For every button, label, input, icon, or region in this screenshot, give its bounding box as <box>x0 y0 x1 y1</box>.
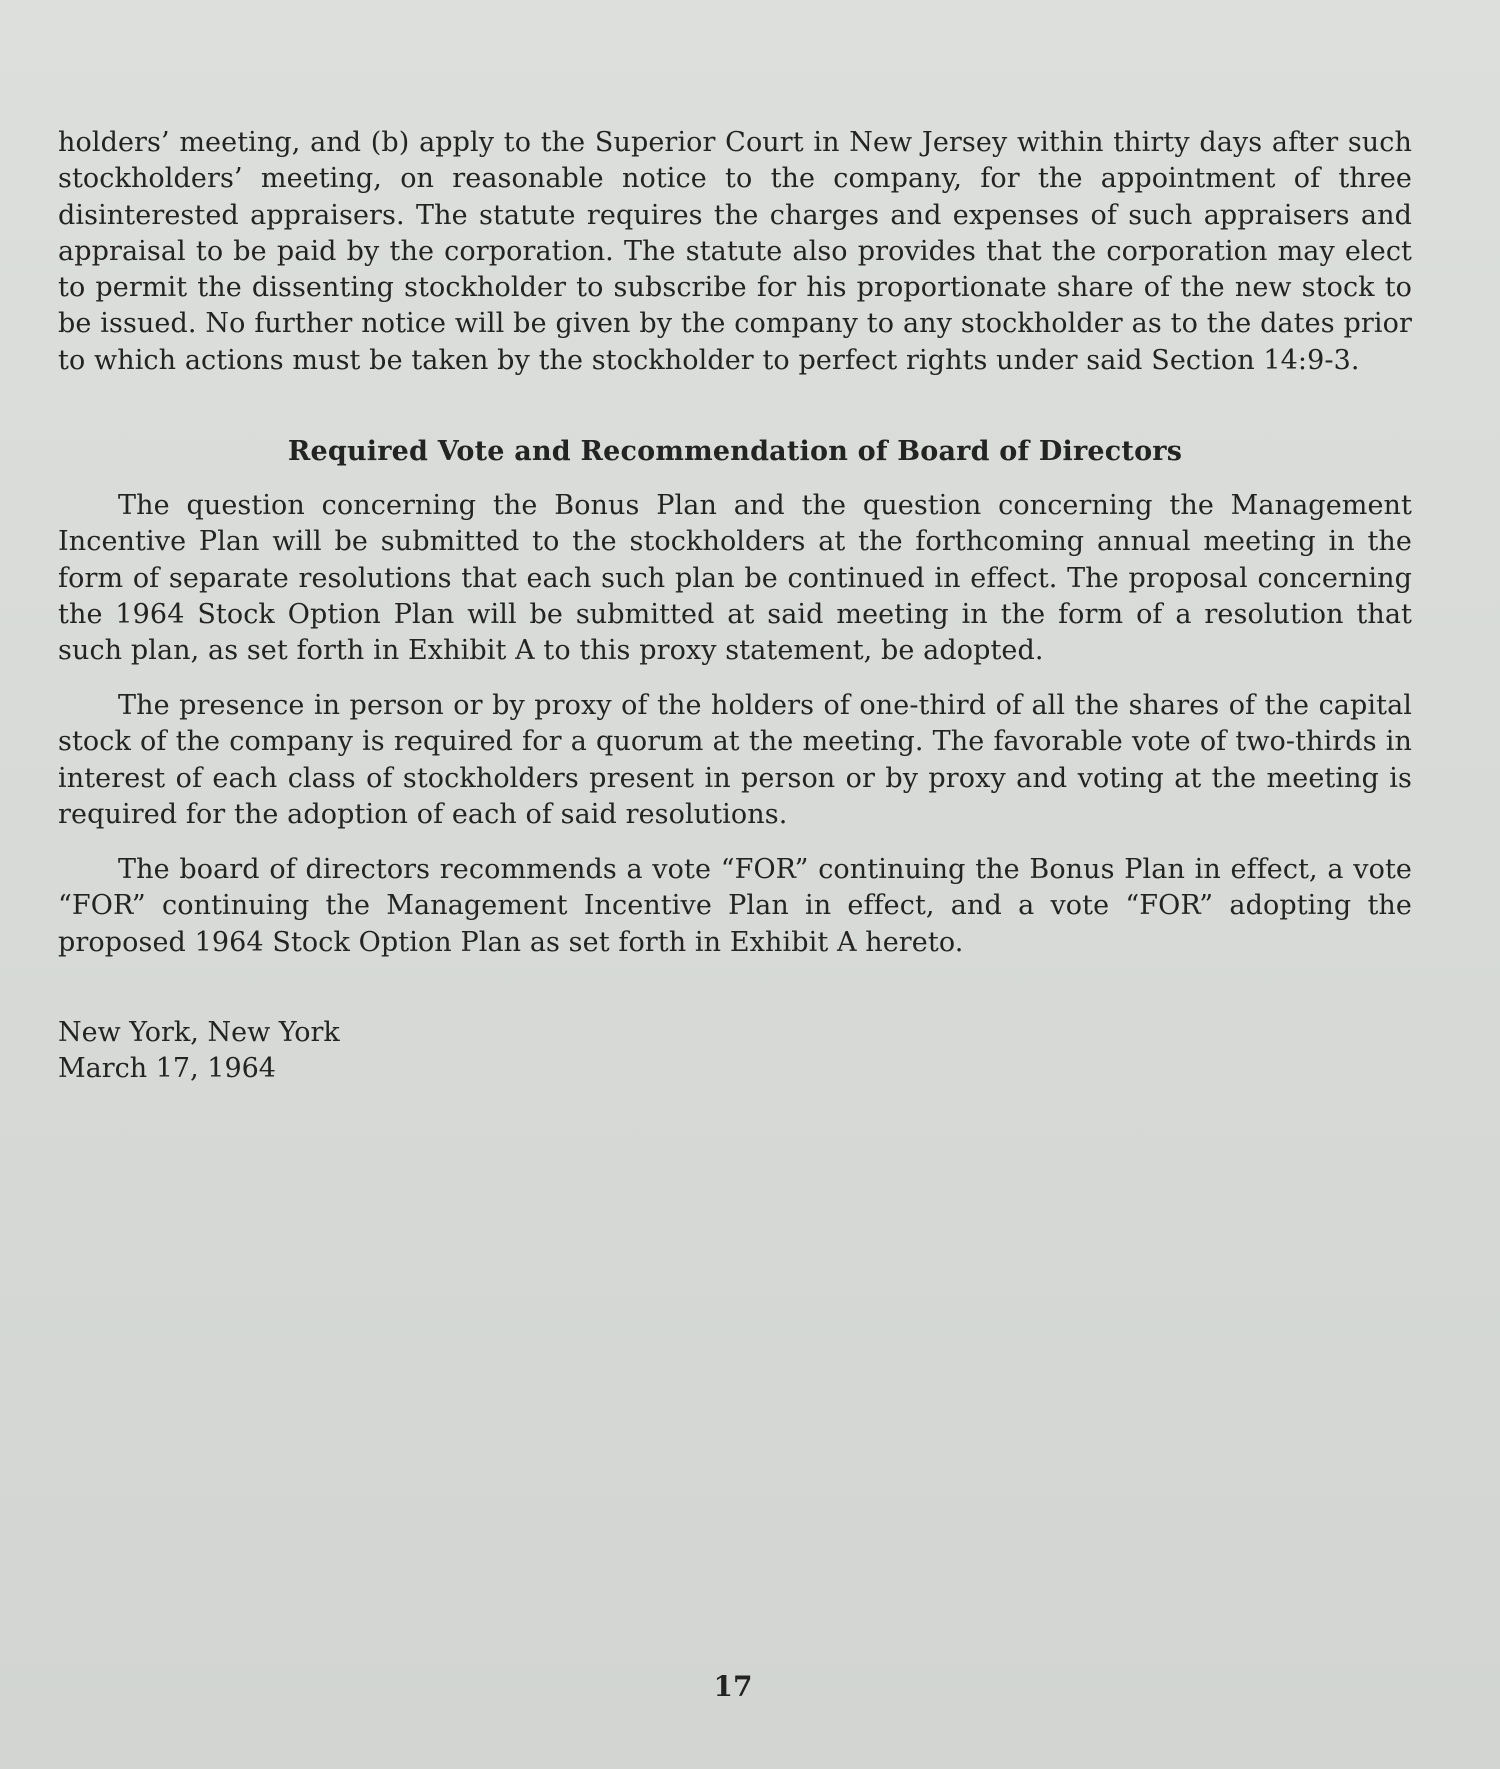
paragraph-submission: The question concerning the Bonus Plan and the question concerning the Management Incentive Plan will be submitted to the stockholders at the forthcoming annual meeting in the form of separate resolutions that each such plan be continued in effect. The proposal concerning the 1964 Stock Option Plan will be submitted at said meeting in the form of a resolution that such plan, as set forth in Exhibit A to this proxy statement, be adopted. <box>58 490 1412 667</box>
signature-place: New York, New York <box>58 1017 340 1048</box>
paragraph-quorum: The presence in person or by proxy of the holders of one-third of all the shares of the capital stock of the company is required for a quorum at the meeting. The favorable vote of two-thirds in interest of each class of stockholders present in person or by proxy and voting at the meeting is required for the adoption of each of said resolutions. <box>58 690 1412 830</box>
signature-date: March 17, 1964 <box>58 1053 276 1084</box>
paragraph-recommendation: The board of directors recommends a vote “FOR” continuing the Bonus Plan in effect, a vote “FOR” continuing the Management Incentive Plan in effect, and a vote “FOR” adopting the proposed 1964 Stock Option Plan as set forth in Exhibit A hereto. <box>58 854 1412 958</box>
page-number: 17 <box>713 1670 753 1703</box>
signature-block <box>58 1015 340 1087</box>
section-heading: Required Vote and Recommendation of Board of Directors <box>287 436 1183 467</box>
paragraph-dissent-rights: holders’ meeting, and (b) apply to the Superior Court in New Jersey within thirty days after such stockholders’ meeting, on reasonable notice to the company, for the appointment of three disinterested appraisers. The statute requires the charges and expenses of such appraisers and appraisal to be paid by the corporation. The statute also provides that the corporation may elect to permit the dissenting stockholder to subscribe for his proportionate share of the new stock to be issued. No further notice will be given by the company to any stockholder as to the dates prior to which actions must be taken by the stockholder to perfect rights under said Section 14:9-3. <box>58 127 1412 376</box>
